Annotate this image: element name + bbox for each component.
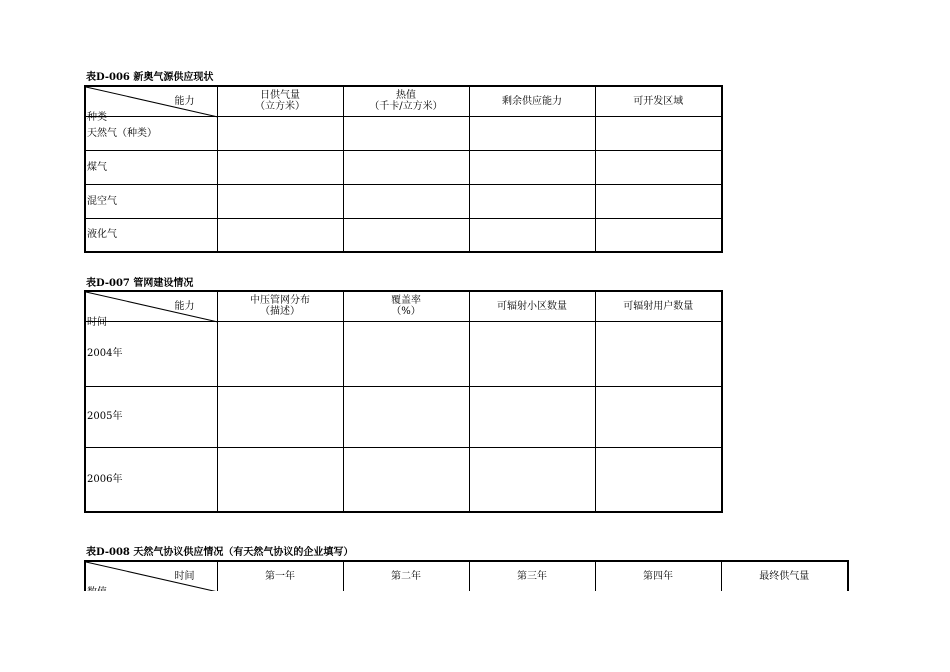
column-header: 第二年 [343,561,469,591]
corner-bottom-label: 时间 [87,316,107,328]
table-row [85,386,722,447]
corner-top-label: 时间 [174,571,195,582]
column-header: 可辐射用户数量 [595,291,722,321]
data-cell[interactable] [595,321,722,386]
column-header: 剩余供应能力 [469,86,595,116]
column-header: 可辐射小区数量 [469,291,595,321]
data-cell[interactable] [343,218,469,252]
table-row [85,321,722,386]
data-cell[interactable] [343,150,469,184]
table-row [85,447,722,512]
table-d006-title: 表D-006 新奥气源供应现状 [86,72,214,83]
column-header: 第四年 [595,561,721,591]
data-cell[interactable] [469,447,595,512]
data-cell[interactable] [343,386,469,447]
corner-top-label: 能力 [174,301,195,312]
data-cell[interactable] [217,447,343,512]
data-cell[interactable] [343,447,469,512]
table-row [85,150,722,184]
data-cell[interactable] [217,184,343,218]
page-bottom-margin [0,591,950,672]
corner-bottom-label: 种类 [87,111,107,123]
data-cell[interactable] [343,116,469,150]
data-cell[interactable] [469,116,595,150]
data-cell[interactable] [343,184,469,218]
corner-cell [85,291,217,328]
table-row [85,116,722,150]
row-label: 2005年 [85,386,217,447]
table-d008-title: 表D-008 天然气协议供应情况（有天然气协议的企业填写） [86,547,354,558]
data-cell[interactable] [595,447,722,512]
corner-cell [85,86,217,123]
row-label: 混空气 [85,184,217,218]
row-label: 液化气 [85,218,217,252]
data-cell[interactable] [595,150,722,184]
data-cell[interactable] [217,150,343,184]
corner-top-label: 能力 [174,96,195,107]
column-header: 日供气量 （立方米） [217,86,343,116]
column-header: 中压管网分布 （描述） [217,291,343,321]
row-label: 煤气 [85,150,217,184]
data-cell[interactable] [595,184,722,218]
column-header: 第一年 [217,561,343,591]
data-cell[interactable] [595,116,722,150]
column-header: 最终供气量 [721,561,848,591]
data-cell[interactable] [595,386,722,447]
data-cell[interactable] [343,321,469,386]
table-d006 [84,85,723,253]
data-cell[interactable] [469,218,595,252]
table-d007-title: 表D-007 管网建设情况 [86,278,194,289]
table-row [85,218,722,252]
data-cell[interactable] [217,386,343,447]
data-cell[interactable] [469,150,595,184]
corner-cell [85,561,217,591]
column-header: 第三年 [469,561,595,591]
table-row [85,184,722,218]
column-header: 热值 （千卡/立方米） [343,86,469,116]
data-cell[interactable] [217,321,343,386]
column-header: 可开发区域 [595,86,722,116]
data-cell[interactable] [217,116,343,150]
column-header: 覆盖率 （%） [343,291,469,321]
row-label: 2006年 [85,447,217,512]
data-cell[interactable] [217,218,343,252]
data-cell[interactable] [595,218,722,252]
data-cell[interactable] [469,184,595,218]
data-cell[interactable] [469,321,595,386]
data-cell[interactable] [469,386,595,447]
table-d007 [84,290,723,513]
row-label: 天然气（种类） [85,116,217,150]
row-label: 2004年 [85,321,217,386]
